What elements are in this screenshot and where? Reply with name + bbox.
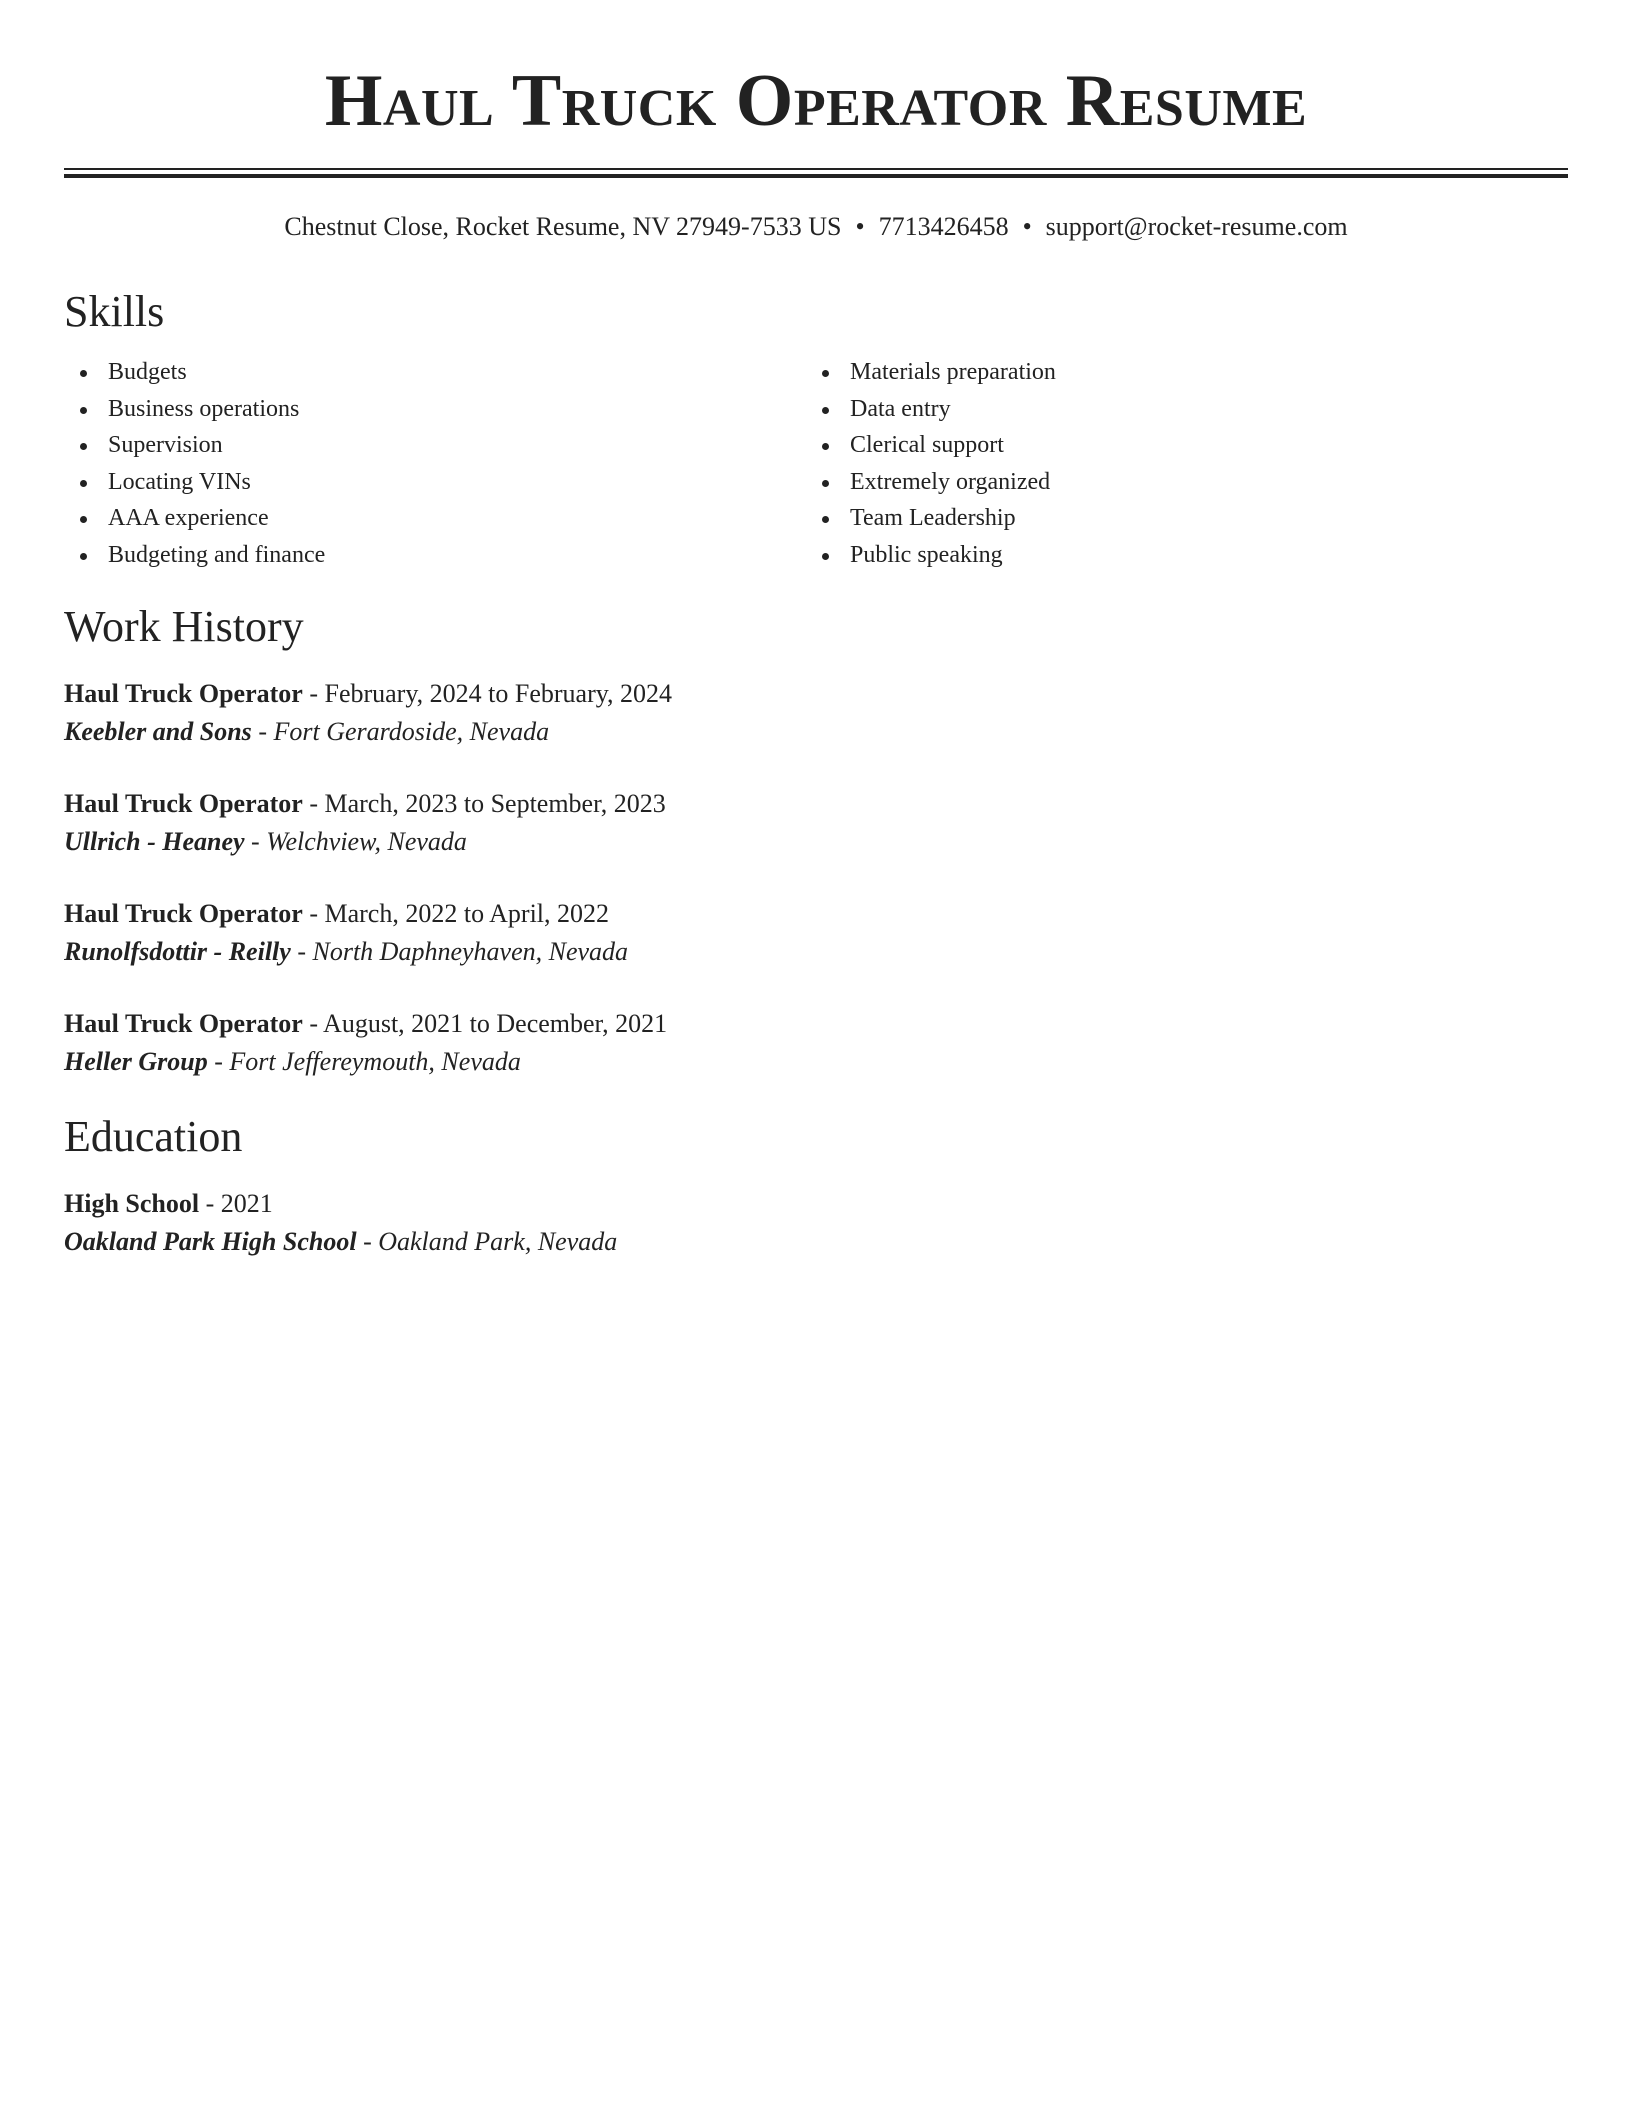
job-company-line bbox=[64, 933, 1568, 971]
job-entry bbox=[64, 785, 1568, 861]
contact-line bbox=[64, 210, 1568, 244]
job-location: Fort Gerardoside, Nevada bbox=[273, 717, 550, 746]
dash: - bbox=[244, 827, 267, 856]
skills-heading: Skills bbox=[64, 287, 165, 336]
dash: - bbox=[302, 679, 325, 708]
education-location: Oakland Park, Nevada bbox=[378, 1227, 618, 1256]
education-year: 2021 bbox=[220, 1189, 273, 1218]
dash: - bbox=[199, 1189, 221, 1218]
job-company: Heller Group bbox=[64, 1047, 208, 1076]
education-heading: Education bbox=[64, 1112, 243, 1161]
job-location: Welchview, Nevada bbox=[266, 827, 467, 856]
dash: - bbox=[290, 937, 313, 966]
education-degree-line bbox=[64, 1185, 1568, 1223]
skills-list bbox=[64, 354, 1568, 573]
job-dates: August, 2021 to December, 2021 bbox=[323, 1009, 668, 1038]
education-school: Oakland Park High School bbox=[64, 1227, 357, 1256]
job-company-line bbox=[64, 713, 1568, 751]
skill-item: Supervision bbox=[64, 427, 806, 464]
job-entry bbox=[64, 895, 1568, 971]
contact-separator: • bbox=[1022, 212, 1032, 241]
skill-item: Public speaking bbox=[806, 537, 1548, 574]
education-school-line bbox=[64, 1223, 1568, 1261]
job-entry bbox=[64, 1005, 1568, 1081]
contact-address: Chestnut Close, Rocket Resume, NV 27949-7533 US bbox=[284, 212, 842, 241]
skill-item: Locating VINs bbox=[64, 464, 806, 501]
job-company: Keebler and Sons bbox=[64, 717, 252, 746]
contact-email: support@rocket-resume.com bbox=[1045, 212, 1348, 241]
skill-item: Business operations bbox=[64, 391, 806, 428]
dash: - bbox=[302, 789, 325, 818]
job-company: Ullrich - Heaney bbox=[64, 827, 245, 856]
skill-item: AAA experience bbox=[64, 500, 806, 537]
job-company-line bbox=[64, 823, 1568, 861]
job-dates: February, 2024 to February, 2024 bbox=[324, 679, 673, 708]
job-dates: March, 2022 to April, 2022 bbox=[324, 899, 610, 928]
job-location: Fort Jeffereymouth, Nevada bbox=[229, 1047, 521, 1076]
job-location: North Daphneyhaven, Nevada bbox=[312, 937, 629, 966]
skill-item: Extremely organized bbox=[806, 464, 1548, 501]
title-divider bbox=[64, 168, 1568, 178]
dash: - bbox=[251, 717, 274, 746]
skill-item: Clerical support bbox=[806, 427, 1548, 464]
job-title-line bbox=[64, 785, 1568, 823]
education-entry bbox=[64, 1185, 1568, 1261]
dash: - bbox=[302, 899, 325, 928]
skill-item: Data entry bbox=[806, 391, 1548, 428]
job-title-line bbox=[64, 675, 1568, 713]
job-company: Runolfsdottir - Reilly bbox=[64, 937, 291, 966]
job-title: Haul Truck Operator bbox=[64, 899, 303, 928]
job-title: Haul Truck Operator bbox=[64, 679, 303, 708]
education-degree: High School bbox=[64, 1189, 200, 1218]
skill-item: Materials preparation bbox=[806, 354, 1548, 391]
job-company-line bbox=[64, 1043, 1568, 1081]
dash: - bbox=[302, 1009, 324, 1038]
dash: - bbox=[207, 1047, 230, 1076]
resume-title: Haul Truck Operator Resume bbox=[324, 60, 1308, 142]
skills-column-right bbox=[806, 354, 1548, 573]
skill-item: Team Leadership bbox=[806, 500, 1548, 537]
job-title: Haul Truck Operator bbox=[64, 789, 303, 818]
contact-phone: 7713426458 bbox=[878, 212, 1009, 241]
skill-item: Budgets bbox=[64, 354, 806, 391]
work-history-heading: Work History bbox=[64, 602, 304, 651]
contact-separator: • bbox=[855, 212, 865, 241]
job-dates: March, 2023 to September, 2023 bbox=[324, 789, 666, 818]
skill-item: Budgeting and finance bbox=[64, 537, 806, 574]
dash: - bbox=[356, 1227, 379, 1256]
skills-column-left bbox=[64, 354, 806, 573]
job-entry bbox=[64, 675, 1568, 751]
job-title: Haul Truck Operator bbox=[64, 1009, 303, 1038]
job-title-line bbox=[64, 1005, 1568, 1043]
job-title-line bbox=[64, 895, 1568, 933]
